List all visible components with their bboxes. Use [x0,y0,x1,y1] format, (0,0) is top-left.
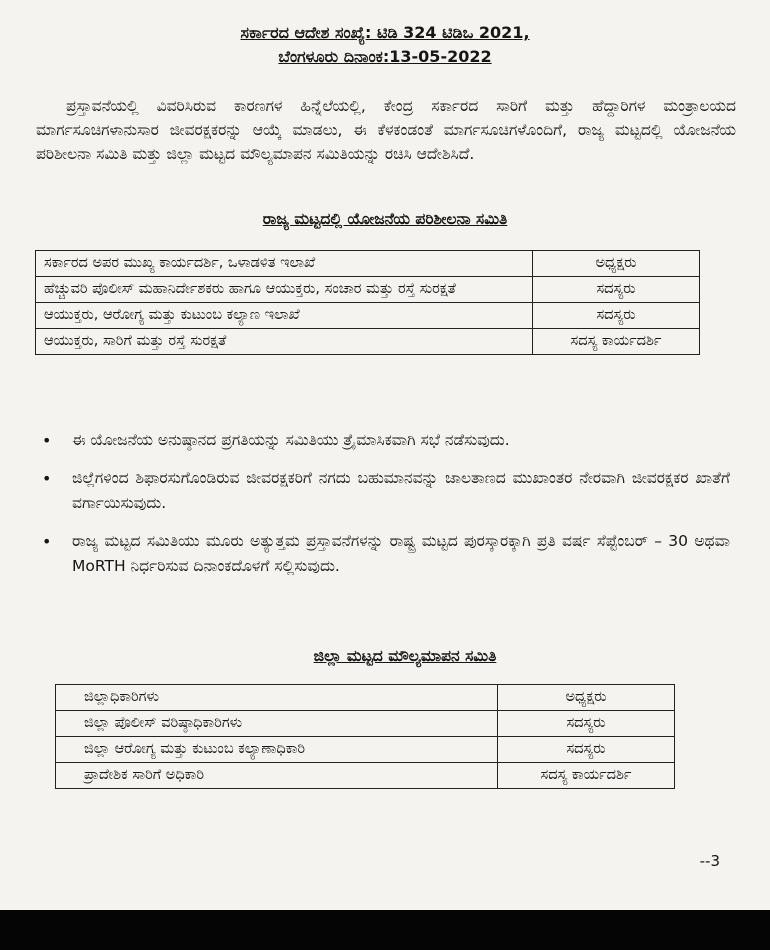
role-cell: ಅಧ್ಯಕ್ಷರು [533,251,700,277]
role-cell: ಅಧ್ಯಕ್ಷರು [498,685,675,711]
state-committee-title [0,208,770,230]
state-committee-title-text: ರಾಜ್ಯ ಮಟ್ಟದಲ್ಲಿ ಯೋಜನೆಯ ಪರಿಶೀಲನಾ ಸಮಿತಿ [262,210,508,228]
member-cell: ಜಿಲ್ಲಾ ಪೊಲೀಸ್ ವರಿಷ್ಠಾಧಿಕಾರಿಗಳು [56,711,498,737]
list-item-text: ರಾಜ್ಯ ಮಟ್ಟದ ಸಮಿತಿಯು ಮೂರು ಅತ್ಯುತ್ತಮ ಪ್ರಸ್ತಾವನೆಗಳನ್ನು ರಾಷ್ಟ್ರ ಮಟ್ಟದ ಪುರಸ್ಕಾರಕ್ಕಾಗಿ ಪ್ರತಿ ವರ್ಷ ಸೆಪ್ಟೆಂಬರ್ – 30 ಅಥವಾ MoRTH ನಿರ್ಧರಿಸುವ ದಿನಾಂಕದೊಳಗೆ ಸಲ್ಲಿಸುವುದು. [72,532,730,575]
committee-duties-list [40,428,730,592]
role-cell: ಸದಸ್ಯರು [498,737,675,763]
table-row [36,329,700,355]
bullet-icon: • [42,431,52,450]
role-cell: ಸದಸ್ಯರು [533,303,700,329]
intro-paragraph: ಪ್ರಸ್ತಾವನೆಯಲ್ಲಿ ವಿವರಿಸಿರುವ ಕಾರಣಗಳ ಹಿನ್ನೆಲೆಯಲ್ಲಿ, ಕೇಂದ್ರ ಸರ್ಕಾರದ ಸಾರಿಗೆ ಮತ್ತು ಹೆದ್ದಾರಿಗಳ ಮಂತ್ರಾಲಯದ ಮಾರ್ಗಸೂಚಿಗಳಾನುಸಾರ ಜೀವರಕ್ಷಕರನ್ನು ಆಯ್ಕೆ ಮಾಡಲು, ಈ ಕೆಳಕಂಡಂತೆ ಮಾರ್ಗಸೂಚಿಗಳೊಂದಿಗೆ, ರಾಜ್ಯ ಮಟ್ಟದಲ್ಲಿ ಯೋಜನೆಯ ಪರಿಶೀಲನಾ ಸಮಿತಿ ಮತ್ತು ಜಿಲ್ಲಾ ಮಟ್ಟದ ಮೌಲ್ಯಮಾಪನ ಸಮಿತಿಯನ್ನು ರಚಿಸಿ ಆದೇಶಿಸಿದೆ. [36,97,736,163]
member-cell: ಆಯುಕ್ತರು, ಆರೋಗ್ಯ ಮತ್ತು ಕುಟುಂಬ ಕಲ್ಯಾಣ ಇಲಾಖೆ [36,303,533,329]
role-cell: ಸದಸ್ಯರು [498,711,675,737]
state-committee-table [35,250,700,355]
list-item-text: ಈ ಯೋಜನೆಯ ಅನುಷ್ಠಾನದ ಪ್ರಗತಿಯನ್ನು ಸಮಿತಿಯು ತ್ರೈಮಾಸಿಕವಾಗಿ ಸಭೆ ನಡೆಸುವುದು. [72,431,510,449]
table-row [56,711,675,737]
table-row [36,251,700,277]
district-committee-title [0,645,770,667]
list-item [40,428,730,453]
member-cell: ಆಯುಕ್ತರು, ಸಾರಿಗೆ ಮತ್ತು ರಸ್ತೆ ಸುರಕ್ಷತೆ [36,329,533,355]
bullet-icon: • [42,532,52,551]
page-number: --3 [699,852,720,870]
member-cell: ಜಿಲ್ಲಾಧಿಕಾರಿಗಳು [56,685,498,711]
place-date-text: ಬೆಂಗಳೂರು ದಿನಾಂಕ:13-05-2022 [278,47,492,66]
bullet-icon: • [42,469,52,488]
district-committee-table [55,684,675,789]
table-row [56,763,675,789]
role-cell: ಸದಸ್ಯ ಕಾರ್ಯದರ್ಶಿ [498,763,675,789]
member-cell: ಹೆಚ್ಚುವರಿ ಪೊಲೀಸ್ ಮಹಾನಿರ್ದೇಶಕರು ಹಾಗೂ ಆಯುಕ್ತರು, ಸಂಚಾರ ಮತ್ತು ರಸ್ತೆ ಸುರಕ್ಷತೆ [36,277,533,303]
member-cell: ಜಿಲ್ಲಾ ಆರೋಗ್ಯ ಮತ್ತು ಕುಟುಂಬ ಕಲ್ಯಾಣಾಧಿಕಾರಿ [56,737,498,763]
bottom-black-bar [0,910,770,950]
member-cell: ಪ್ರಾದೇಶಿಕ ಸಾರಿಗೆ ಅಧಿಕಾರಿ [56,763,498,789]
place-date [0,46,770,68]
list-item-text: ಜಿಲ್ಲೆಗಳಿಂದ ಶಿಫಾರಸುಗೊಂಡಿರುವ ಜೀವರಕ್ಷಕರಿಗೆ ನಗದು ಬಹುಮಾನವನ್ನು ಜಾಲತಾಣದ ಮುಖಾಂತರ ನೇರವಾಗಿ ಜೀವರಕ್ಷಕರ ಖಾತೆಗೆ ವರ್ಗಾಯಿಸುವುದು. [72,469,730,512]
table-row [36,303,700,329]
member-cell: ಸರ್ಕಾರದ ಅಪರ ಮುಖ್ಯ ಕಾರ್ಯದರ್ಶಿ, ಒಳಾಡಳಿತ ಇಲಾಖೆ [36,251,533,277]
list-item [40,529,730,579]
district-committee-title-text: ಜಿಲ್ಲಾ ಮಟ್ಟದ ಮೌಲ್ಯಮಾಪನ ಸಮಿತಿ [313,647,497,665]
table-row [36,277,700,303]
order-number-text: ಸರ್ಕಾರದ ಆದೇಶ ಸಂಖ್ಯೆ: ಟಿಡಿ 324 ಟಿಡಿಒ 2021, [240,23,530,42]
role-cell: ಸದಸ್ಯರು [533,277,700,303]
list-item [40,466,730,516]
table-row [56,685,675,711]
table-row [56,737,675,763]
order-number [0,22,770,44]
role-cell: ಸದಸ್ಯ ಕಾರ್ಯದರ್ಶಿ [533,329,700,355]
